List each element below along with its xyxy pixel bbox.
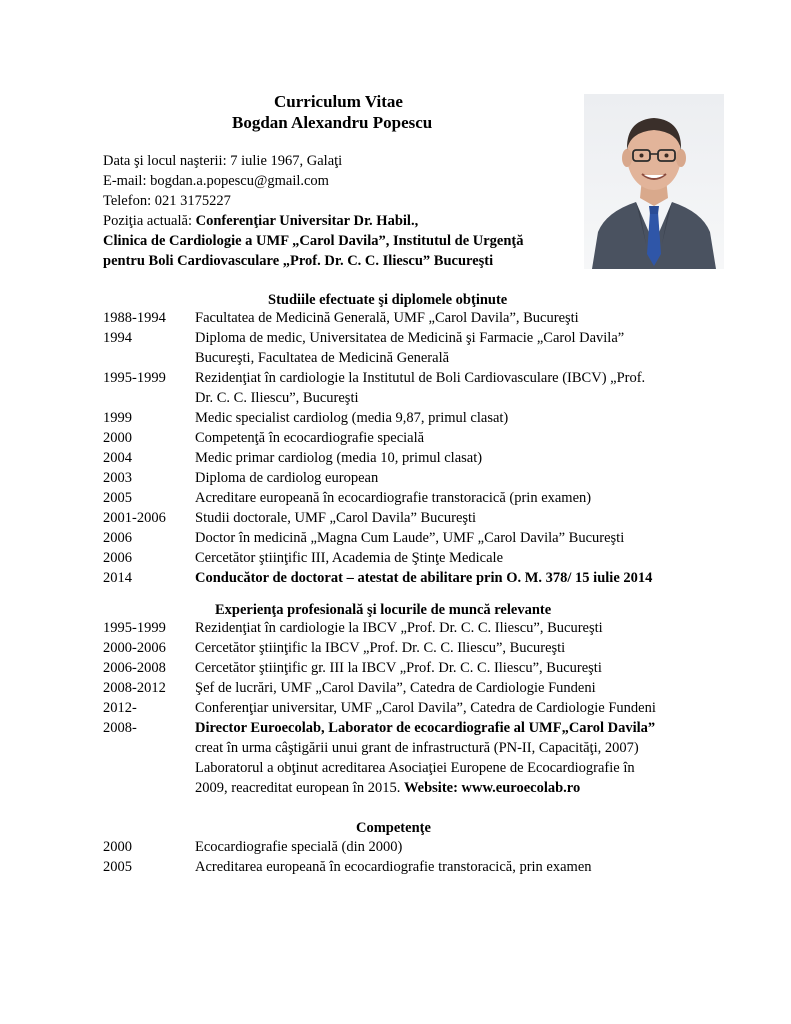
entry-text: Cercetător ştiinţific la IBCV „Prof. Dr. C. C. Iliescu”, Bucureşti (195, 640, 566, 656)
studies-entry (103, 408, 723, 428)
entry-year: 2005 (103, 859, 132, 875)
entry-text: Cercetător ştiinţific III, Academia de Ştinţe Medicale (195, 550, 504, 566)
studies-entry (103, 528, 723, 548)
entry-text: Medic specialist cardiolog (media 9,87, primul clasat) (195, 410, 509, 426)
entry-year: 2003 (103, 470, 132, 486)
entry-year: 1995-1999 (103, 370, 166, 386)
position-title: Conferenţiar Universitar Dr. Habil., (195, 213, 419, 229)
competences-entry (103, 837, 723, 857)
position-line-3: pentru Boli Cardiovasculare „Prof. Dr. C. C. Iliescu” Bucureşti (103, 253, 494, 269)
birth-info: Data şi locul naşterii: 7 iulie 1967, Galaţi (103, 153, 343, 169)
competences-entry (103, 857, 723, 877)
entry-text: Doctor în medicină „Magna Cum Laude”, UMF „Carol Davila” Bucureşti (195, 530, 625, 546)
position-line-1 (103, 211, 418, 231)
portrait-photo (584, 94, 724, 269)
entry-year: 2014 (103, 570, 132, 586)
entry-text: Medic primar cardiolog (media 10, primul clasat) (195, 450, 483, 466)
entry-text: Acreditare europeană în ecocardiografie transtoracică (prin examen) (195, 490, 592, 506)
entry-year: 2008-2012 (103, 680, 166, 696)
studies-entry (103, 488, 723, 508)
entry-text: Şef de lucrări, UMF „Carol Davila”, Catedra de Cardiologie Fundeni (195, 680, 596, 696)
position-label: Poziţia actuală: (103, 213, 196, 229)
studies-entry (103, 508, 723, 528)
entry-text: Director Euroecolab, Laborator de ecocardiografie al UMF„Carol Davila” (195, 720, 656, 736)
studies-entry (103, 308, 723, 328)
experience-entry (103, 638, 723, 658)
entry-text: 2009, reacreditat european în 2015. Website: www.euroecolab.ro (195, 780, 581, 796)
studies-entry (103, 328, 723, 368)
website-link[interactable]: Website: www.euroecolab.ro (403, 780, 581, 796)
entry-year: 2012- (103, 700, 137, 716)
entry-year: 1999 (103, 410, 132, 426)
experience-entry (103, 618, 723, 638)
entry-text: Studii doctorale, UMF „Carol Davila” Bucureşti (195, 510, 477, 526)
entry-year: 2000 (103, 430, 132, 446)
studies-entry (103, 448, 723, 468)
entry-text: Diploma de medic, Universitatea de Medicină şi Farmacie „Carol Davila” (195, 330, 625, 346)
phone-info: Telefon: 021 3175227 (103, 193, 231, 209)
entry-text: Laboratorul a obţinut acreditarea Asociaţiei Europene de Ecocardiografie în (195, 760, 635, 776)
entry-text: creat în urma câştigării unui grant de infrastructură (PN-II, Capacităţi, 2007) (195, 740, 639, 756)
experience-entry (103, 718, 723, 798)
entry-text: Dr. C. C. Iliescu”, Bucureşti (195, 390, 359, 406)
entry-text: Diploma de cardiolog european (195, 470, 379, 486)
entry-text: Ecocardiografie specială (din 2000) (195, 839, 403, 855)
entry-text: Facultatea de Medicină Generală, UMF „Carol Davila”, Bucureşti (195, 310, 579, 326)
entry-text: Competenţă în ecocardiografie specială (195, 430, 425, 446)
entry-year: 2006 (103, 530, 132, 546)
competences-heading: Competenţe (356, 820, 431, 836)
person-name: Bogdan Alexandru Popescu (232, 113, 433, 132)
entry-year: 1988-1994 (103, 310, 166, 326)
portrait-illustration (584, 94, 724, 269)
entry-text: Acreditarea europeană în ecocardiografie transtoracică, prin examen (195, 859, 592, 875)
entry-year: 2005 (103, 490, 132, 506)
entry-year: 2001-2006 (103, 510, 166, 526)
entry-year: 2000 (103, 839, 132, 855)
studies-entry (103, 548, 723, 568)
entry-year: 2004 (103, 450, 132, 466)
email-info: E-mail: bogdan.a.popescu@gmail.com (103, 173, 329, 189)
studies-heading: Studiile efectuate şi diplomele obţinute (268, 292, 508, 308)
experience-heading: Experienţa profesională şi locurile de muncă relevante (215, 602, 552, 618)
entry-year: 1995-1999 (103, 620, 166, 636)
entry-text: Bucureşti, Facultatea de Medicină Generală (195, 350, 450, 366)
position-line-2: Clinica de Cardiologie a UMF „Carol Davila”, Institutul de Urgenţă (103, 233, 524, 249)
entry-text: Rezidenţiat în cardiologie la IBCV „Prof. Dr. C. C. Iliescu”, Bucureşti (195, 620, 603, 636)
experience-entry (103, 678, 723, 698)
entry-year: 2006-2008 (103, 660, 166, 676)
entry-year: 2000-2006 (103, 640, 166, 656)
entry-year: 2006 (103, 550, 132, 566)
experience-entry (103, 698, 723, 718)
entry-text: Rezidenţiat în cardiologie la Institutul de Boli Cardiovasculare (IBCV) „Prof. (195, 370, 646, 386)
entry-year: 1994 (103, 330, 132, 346)
studies-entry (103, 468, 723, 488)
studies-entry (103, 428, 723, 448)
studies-entry (103, 568, 723, 588)
entry-text: Cercetător ştiinţific gr. III la IBCV „Prof. Dr. C. C. Iliescu”, Bucureşti (195, 660, 602, 676)
cv-title: Curriculum Vitae (274, 92, 403, 111)
entry-text: Conferenţiar universitar, UMF „Carol Davila”, Catedra de Cardiologie Fundeni (195, 700, 656, 716)
entry-text: Conducător de doctorat – atestat de abilitare prin O. M. 378/ 15 iulie 2014 (195, 570, 653, 586)
experience-entry (103, 658, 723, 678)
studies-entry (103, 368, 723, 408)
entry-year: 2008- (103, 720, 137, 736)
